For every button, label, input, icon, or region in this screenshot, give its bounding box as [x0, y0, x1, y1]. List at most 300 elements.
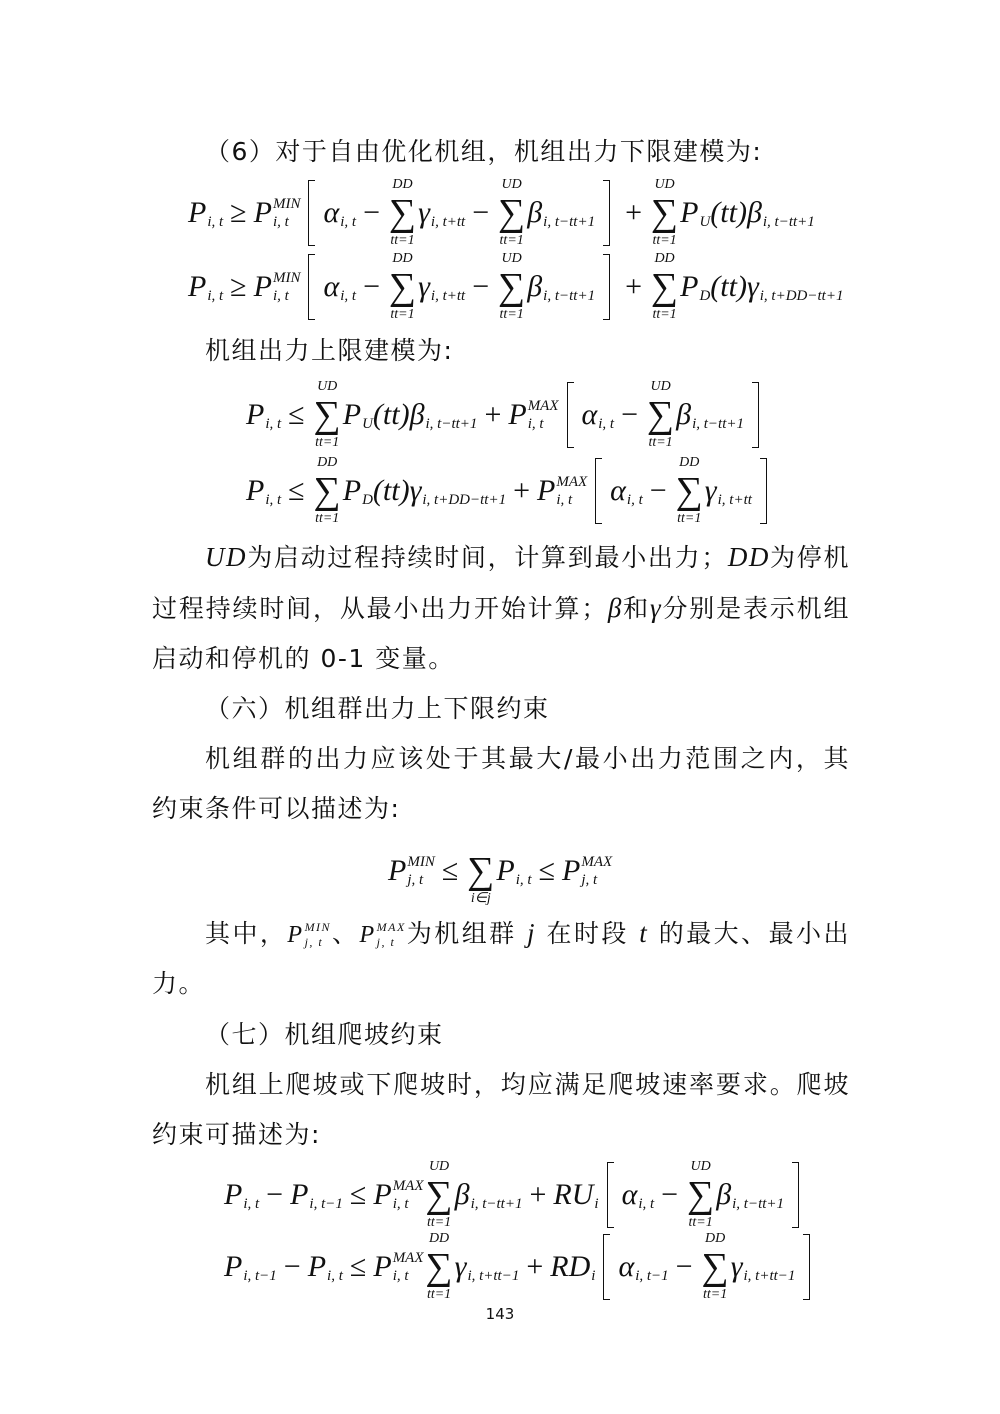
math-operator: −: [472, 270, 490, 303]
inline-pmin: [287, 915, 331, 955]
equation-min-output-2: [188, 252, 843, 322]
superscript: [340, 196, 356, 212]
summation: [314, 456, 341, 526]
section-heading-6: （六）机组群出力上下限约束: [205, 694, 550, 723]
superscript: [638, 1178, 654, 1194]
superscript: MIN: [407, 854, 435, 870]
sum-upper-limit: DD: [392, 251, 413, 266]
sum-lower-limit: tt=1: [426, 1287, 452, 1302]
variable-base: P: [224, 1178, 243, 1211]
math-variable: [496, 854, 531, 888]
sum-lower-limit: tt=1: [652, 233, 677, 248]
superscript: MIN: [272, 196, 301, 212]
summation: [687, 1160, 714, 1230]
scripts: [732, 1178, 784, 1212]
subscript: U: [699, 214, 711, 230]
subscript: i, t−tt+1: [425, 416, 478, 432]
subscript: i, t: [556, 492, 573, 508]
subscript: D: [699, 288, 711, 304]
subscript: i: [594, 1196, 599, 1212]
sum-lower-limit: tt=1: [677, 511, 702, 526]
variable-base: γ: [418, 196, 430, 229]
section-heading-7: （七）机组爬坡约束: [205, 1020, 444, 1049]
math-variable: [290, 1178, 343, 1212]
sum-lower-limit: i∈j: [470, 891, 491, 906]
sum-upper-limit: UD: [650, 379, 671, 394]
math-variable: [418, 270, 465, 304]
ud-symbol: UD: [205, 542, 247, 572]
scripts: [340, 196, 356, 230]
scripts: [273, 270, 301, 304]
sum-upper-limit: DD: [317, 455, 338, 470]
math-variable: [359, 921, 405, 949]
beta-symbol: β: [607, 593, 623, 623]
subscript: i, t−1: [243, 1268, 277, 1284]
j-symbol: j: [527, 918, 537, 948]
superscript: [516, 854, 532, 870]
paragraph-unit-max-output: 机组出力上限建模为:: [205, 336, 454, 365]
subscript: i, t+tt: [717, 492, 752, 508]
sum-upper-limit: UD: [654, 177, 675, 192]
summation: [426, 1232, 453, 1302]
summation: [702, 1232, 729, 1302]
sum-upper-limit: UD: [317, 379, 338, 394]
subscript: i, t−1: [635, 1268, 669, 1284]
paragraph-where: [152, 908, 850, 1009]
scripts: [243, 1178, 259, 1212]
variable-base: γ: [730, 1250, 743, 1283]
subscript: i, t−tt+1: [543, 288, 596, 304]
superscript: MAX: [527, 398, 559, 414]
superscript: [265, 474, 281, 490]
right-bracket: [603, 254, 610, 320]
scripts: [638, 1178, 654, 1212]
equation-min-output-1: [188, 178, 815, 248]
scripts: [207, 196, 223, 230]
math-variable: [308, 1250, 343, 1284]
paragraph-ramp: 机组上爬坡或下爬坡时，均应满足爬坡速率要求。爬坡约束可描述为:: [152, 1070, 850, 1149]
summation: [467, 836, 494, 906]
math-operator: −: [363, 196, 380, 229]
variable-base: β: [746, 196, 762, 229]
superscript: [431, 196, 465, 212]
math-variable: [254, 270, 301, 304]
math-operator: +: [625, 270, 643, 303]
math-variable: [343, 398, 373, 432]
summation: [389, 178, 416, 248]
math-operator: +: [513, 474, 531, 507]
superscript: [340, 270, 356, 286]
superscript: [362, 398, 373, 414]
sigma-icon: ∑: [467, 850, 495, 892]
sum-lower-limit: tt=1: [652, 307, 677, 322]
sigma-icon: ∑: [498, 266, 526, 308]
math-variable: [188, 196, 223, 230]
variable-base: β: [527, 196, 543, 229]
scripts: [699, 196, 710, 230]
variable-base: γ: [454, 1250, 467, 1283]
math-variable: [373, 1250, 423, 1284]
superscript: MAX: [376, 920, 406, 934]
variable-base: α: [323, 196, 340, 229]
left-bracket: [567, 382, 574, 448]
sum-upper-limit: DD: [654, 251, 675, 266]
subscript: i, t: [638, 1196, 655, 1212]
sum-lower-limit: tt=1: [499, 233, 524, 248]
text-span: 为停机过程持续时间，从最小出力开始计算；: [152, 543, 850, 623]
math-variable: [323, 270, 356, 304]
variable-base: P: [496, 854, 515, 887]
subscript: i, t: [265, 416, 282, 432]
subscript: i, t: [527, 416, 544, 432]
math-variable: [716, 1178, 784, 1212]
variable-base: γ: [704, 474, 717, 507]
variable-base: β: [454, 1178, 470, 1211]
subscript: i, t: [327, 1268, 343, 1284]
sum-upper-limit: DD: [679, 455, 700, 470]
math-text: (tt): [710, 196, 747, 229]
math-operator: −: [283, 1250, 301, 1283]
paragraph-group-output: 机组群的出力应该处于其最大/最小出力范围之内，其约束条件可以描述为:: [152, 744, 850, 823]
math-variable: [680, 196, 710, 230]
superscript: [327, 1250, 343, 1266]
scripts: [692, 398, 744, 432]
subscript: i, t: [598, 416, 615, 432]
subscript: i, t−tt+1: [470, 1196, 523, 1212]
superscript: MAX: [392, 1250, 424, 1266]
subscript: j, t: [407, 872, 424, 888]
math-variable: [224, 1250, 277, 1284]
scripts: [581, 854, 612, 888]
math-variable: [550, 1250, 595, 1284]
variable-base: β: [527, 270, 543, 303]
variable-base: P: [188, 196, 207, 229]
sum-lower-limit: tt=1: [648, 435, 673, 450]
sigma-icon: ∑: [425, 1246, 453, 1288]
scripts: [594, 1178, 598, 1212]
summation: [389, 252, 416, 322]
math-variable: [455, 1178, 523, 1212]
math-operator: ≥: [230, 196, 247, 229]
math-variable: [582, 398, 615, 432]
scripts: [543, 196, 595, 230]
left-bracket: [308, 180, 315, 246]
right-bracket: [760, 458, 767, 524]
t-symbol: t: [639, 918, 649, 948]
math-variable: [188, 270, 223, 304]
superscript: [763, 196, 815, 212]
math-text: (tt): [372, 398, 410, 431]
math-variable: [388, 854, 435, 888]
superscript: [543, 196, 595, 212]
sigma-icon: ∑: [313, 470, 341, 512]
math-variable: [246, 398, 281, 432]
math-operator: +: [625, 196, 643, 229]
paragraph-ud-dd-definition: [152, 532, 850, 684]
math-operator: ≤: [538, 854, 556, 887]
subscript: i, t: [207, 214, 224, 230]
scripts: [273, 196, 301, 230]
sum-lower-limit: tt=1: [315, 511, 340, 526]
scripts: [543, 270, 595, 304]
scripts: [393, 1250, 424, 1284]
subscript: i, t: [340, 214, 357, 230]
subscript: i, t−tt+1: [762, 214, 815, 230]
superscript: [699, 196, 710, 212]
superscript: [207, 196, 223, 212]
scripts: [340, 270, 356, 304]
sigma-icon: ∑: [313, 394, 341, 436]
superscript: [692, 398, 744, 414]
scripts: [744, 1250, 796, 1284]
math-text: (tt): [710, 270, 747, 303]
sum-upper-limit: DD: [705, 1231, 726, 1246]
variable-base: P: [253, 270, 272, 303]
math-variable: [527, 196, 595, 230]
subscript: j, t: [581, 872, 598, 888]
left-bracket: [607, 1162, 614, 1228]
scripts: [243, 1250, 276, 1284]
text-span: 其中，: [205, 919, 288, 948]
scripts: [377, 921, 406, 949]
variable-base: RU: [553, 1178, 594, 1211]
left-bracket: [603, 1234, 610, 1300]
math-operator: +: [484, 398, 502, 431]
sigma-icon: ∑: [388, 266, 417, 308]
scripts: [431, 270, 465, 304]
summation: [498, 252, 525, 322]
variable-base: α: [621, 1178, 638, 1211]
subscript: i, t: [272, 288, 289, 304]
scripts: [431, 196, 465, 230]
subscript: i: [591, 1268, 596, 1284]
math-variable: [246, 474, 281, 508]
subscript: i, t+tt: [430, 214, 466, 230]
sigma-icon: ∑: [651, 266, 679, 308]
sum-lower-limit: tt=1: [390, 307, 415, 322]
math-variable: [527, 270, 595, 304]
math-variable: [287, 921, 331, 949]
subscript: i, t: [340, 288, 357, 304]
scripts: [591, 1250, 595, 1284]
scripts: [471, 1178, 523, 1212]
variable-base: P: [680, 270, 699, 303]
variable-base: P: [373, 1250, 392, 1283]
superscript: [598, 398, 614, 414]
subscript: i, t: [265, 492, 282, 508]
page-number: 143: [485, 1305, 515, 1323]
math-operator: +: [526, 1250, 544, 1283]
subscript: U: [362, 416, 373, 432]
math-variable: [553, 1178, 598, 1212]
scripts: [407, 854, 435, 888]
math-operator: ≤: [349, 1250, 367, 1283]
variable-base: α: [323, 270, 340, 303]
math-operator: ≤: [349, 1178, 367, 1211]
sum-upper-limit: UD: [690, 1159, 711, 1174]
sigma-icon: ∑: [498, 192, 526, 234]
math-variable: [618, 1250, 668, 1284]
scripts: [598, 398, 614, 432]
sum-lower-limit: tt=1: [390, 233, 415, 248]
variable-base: P: [680, 196, 699, 229]
sigma-icon: ∑: [687, 1174, 715, 1216]
math-variable: [731, 1250, 796, 1284]
scripts: [393, 1178, 424, 1212]
sum-upper-limit: DD: [428, 1231, 450, 1246]
variable-base: P: [373, 1178, 392, 1211]
text-span: 和: [622, 594, 650, 623]
inline-pmax: [359, 915, 405, 955]
equation-group-limits: [388, 836, 612, 906]
scripts: [556, 474, 587, 508]
sigma-icon: ∑: [701, 1246, 729, 1288]
text-span: 为机组群: [405, 919, 517, 948]
superscript: [207, 270, 223, 286]
math-operator: ≤: [288, 474, 305, 507]
math-variable: [747, 270, 844, 304]
math-operator: −: [363, 270, 380, 303]
variable-base: P: [188, 270, 207, 303]
superscript: [243, 1178, 259, 1194]
sum-lower-limit: tt=1: [688, 1215, 713, 1230]
right-bracket: [792, 1162, 799, 1228]
scripts: [760, 270, 844, 304]
sum-upper-limit: UD: [501, 177, 522, 192]
equation-ramp-down: [224, 1232, 818, 1302]
subscript: i, t: [243, 1196, 260, 1212]
variable-base: P: [246, 398, 265, 431]
scripts: [207, 270, 223, 304]
math-operator: +: [529, 1178, 547, 1211]
superscript: [467, 1250, 519, 1266]
superscript: [732, 1178, 784, 1194]
superscript: [431, 270, 465, 286]
right-bracket: [603, 180, 610, 246]
math-variable: [410, 474, 507, 508]
variable-base: α: [581, 398, 598, 431]
scripts: [528, 398, 559, 432]
sum-upper-limit: DD: [392, 177, 413, 192]
superscript: [760, 270, 844, 286]
superscript: [265, 398, 281, 414]
scripts: [627, 474, 643, 508]
superscript: [543, 270, 595, 286]
scripts: [718, 474, 752, 508]
variable-base: P: [342, 398, 362, 431]
variable-base: P: [224, 1250, 243, 1283]
text-span: 的最大、最小出力。: [152, 919, 850, 998]
subscript: i, t−1: [309, 1196, 343, 1212]
subscript: i, t: [626, 492, 643, 508]
superscript: MIN: [304, 920, 332, 934]
variable-base: α: [610, 474, 626, 507]
variable-base: P: [562, 854, 581, 887]
superscript: MAX: [581, 854, 613, 870]
subscript: i, t+DD−tt+1: [759, 288, 844, 304]
superscript: [699, 270, 710, 286]
math-variable: [323, 196, 356, 230]
equation-max-output-2: [246, 456, 775, 526]
superscript: [422, 474, 506, 490]
scripts: [516, 854, 532, 888]
subscript: i, t: [272, 214, 289, 230]
sum-lower-limit: tt=1: [703, 1287, 728, 1302]
left-bracket: [308, 254, 315, 320]
sigma-icon: ∑: [651, 192, 679, 234]
summation: [314, 380, 341, 450]
math-text: (tt): [372, 474, 410, 507]
variable-base: P: [342, 474, 362, 507]
text-span: 、: [331, 919, 360, 948]
math-operator: −: [649, 474, 667, 507]
text-span: 分别是表示机组启动和停机的 0-1 变量。: [152, 594, 850, 673]
superscript: [362, 474, 373, 490]
scripts: [763, 196, 815, 230]
dd-symbol: DD: [727, 542, 770, 572]
scripts: [635, 1250, 668, 1284]
subscript: j, t: [376, 935, 396, 949]
math-variable: [373, 1178, 423, 1212]
equation-max-output-1: [246, 380, 767, 450]
gamma-symbol: γ: [649, 593, 663, 623]
sigma-icon: ∑: [647, 394, 675, 436]
subscript: i, t: [515, 872, 532, 888]
superscript: [718, 474, 752, 490]
right-bracket: [752, 382, 759, 448]
superscript: MAX: [556, 474, 588, 490]
math-variable: [680, 270, 710, 304]
paragraph-unit-min-output: （6）对于自由优化机组，机组出力下限建模为:: [205, 137, 763, 166]
text-span: 为启动过程持续时间，计算到最小出力；: [247, 543, 728, 572]
sum-upper-limit: UD: [501, 251, 522, 266]
math-variable: [537, 474, 587, 508]
sum-lower-limit: tt=1: [315, 435, 340, 450]
subscript: i, t+tt: [430, 288, 466, 304]
subscript: i, t+tt−1: [467, 1268, 520, 1284]
variable-base: β: [676, 398, 692, 431]
math-variable: [610, 474, 643, 508]
scripts: [699, 270, 710, 304]
summation: [651, 252, 678, 322]
superscript: [594, 1178, 598, 1194]
math-operator: −: [266, 1178, 284, 1211]
scripts: [467, 1250, 519, 1284]
superscript: [471, 1178, 523, 1194]
scripts: [426, 398, 478, 432]
superscript: MAX: [392, 1178, 424, 1194]
right-bracket: [803, 1234, 810, 1300]
superscript: [309, 1178, 342, 1194]
superscript: [591, 1250, 595, 1266]
left-bracket: [595, 458, 602, 524]
variable-base: γ: [418, 270, 430, 303]
superscript: [744, 1250, 796, 1266]
text-span: 在时段: [546, 919, 629, 948]
math-variable: [224, 1178, 259, 1212]
subscript: i, t+DD−tt+1: [422, 492, 507, 508]
variable-base: P: [246, 474, 265, 507]
superscript: MIN: [272, 270, 301, 286]
subscript: D: [362, 492, 373, 508]
math-variable: [705, 474, 752, 508]
math-variable: [562, 854, 612, 888]
math-variable: [410, 398, 478, 432]
math-variable: [622, 1178, 655, 1212]
summation: [676, 456, 703, 526]
math-operator: ≤: [441, 854, 459, 887]
scripts: [265, 474, 281, 508]
